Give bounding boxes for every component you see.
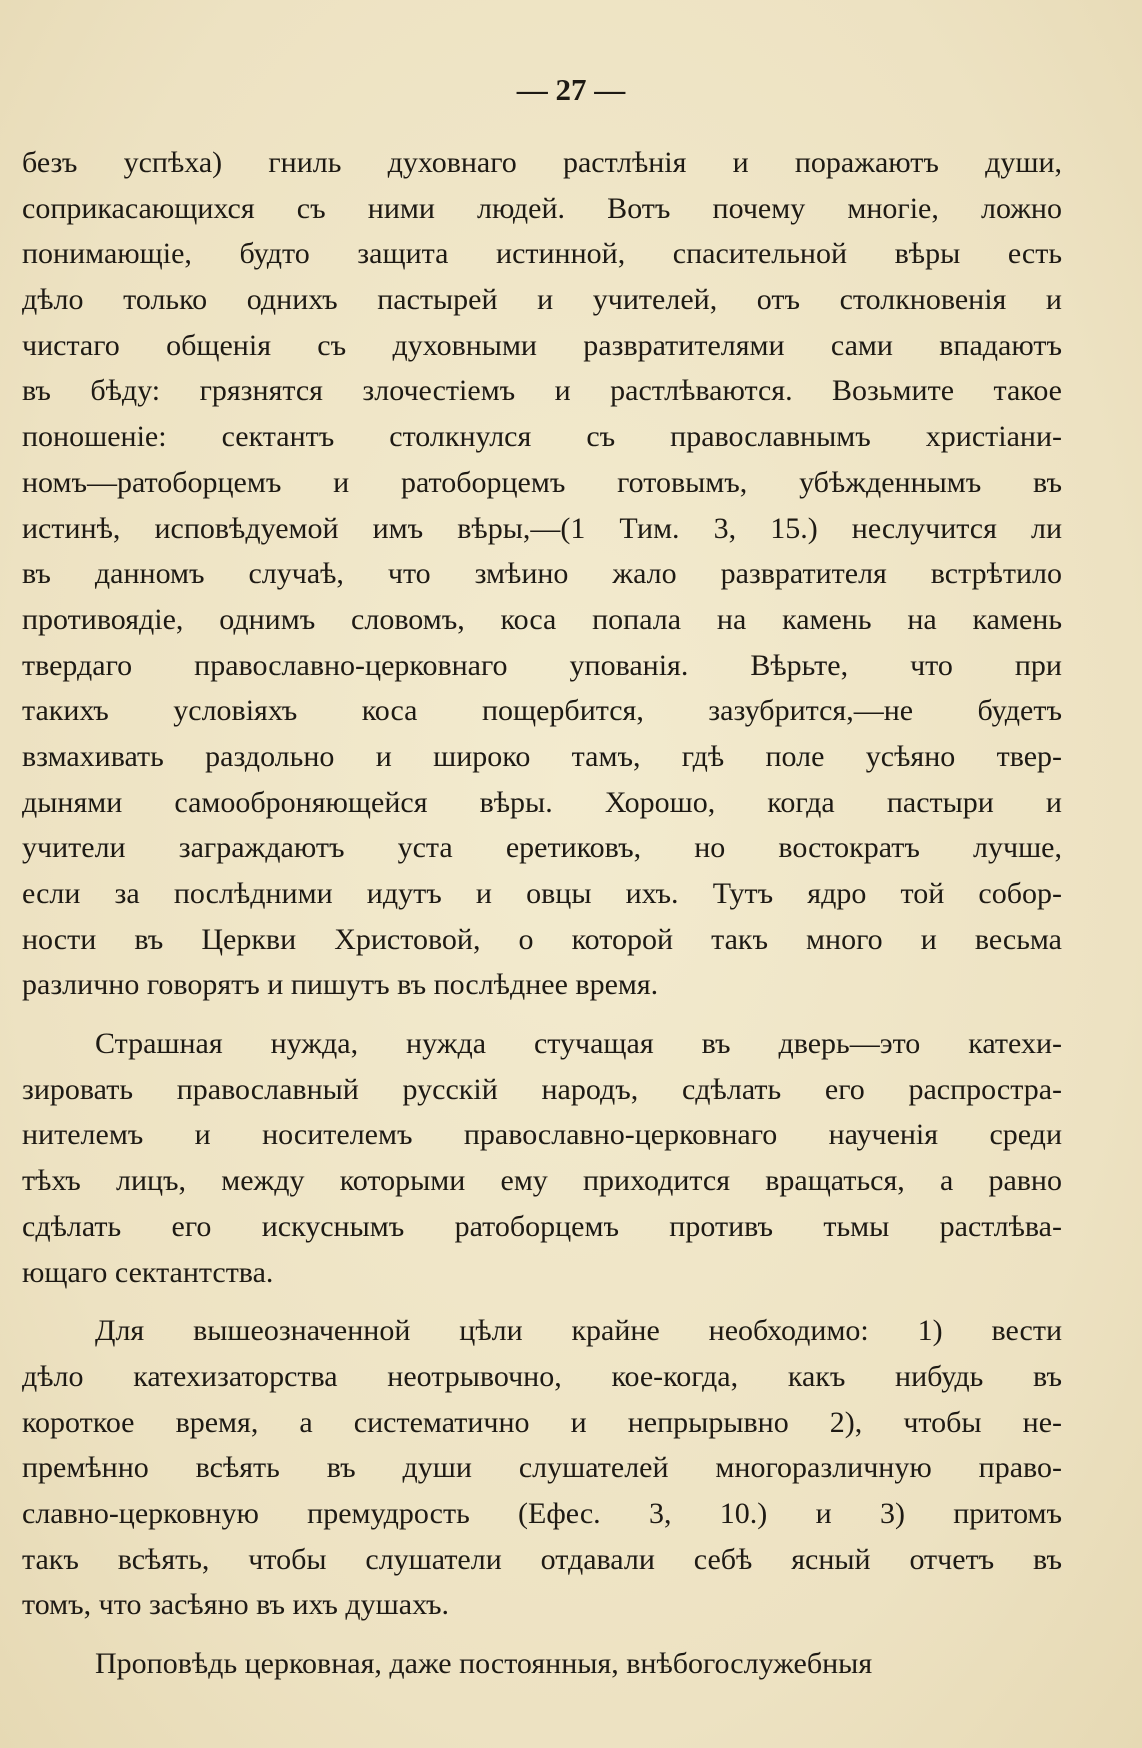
text-line: номъ—ратоборцемъ и ратоборцемъ готовымъ, убѣжденнымъ въ (22, 465, 1062, 499)
paragraph-gap (22, 1628, 1062, 1641)
text-line: дѣло только однихъ пастырей и учителей, отъ столкновенія и (22, 283, 1062, 317)
text-line: сдѣлать его искуснымъ ратоборцемъ противъ тьмы растлѣва- (22, 1209, 1062, 1243)
text-line: дѣло катехизаторства неотрывочно, кое-когда, какъ нибудь въ (22, 1359, 1062, 1393)
paragraph-gap (22, 1295, 1062, 1308)
text-line: такъ всѣять, чтобы слушатели отдавали себѣ ясный отчетъ въ (22, 1542, 1062, 1576)
text-line: взмахивать раздольно и широко тамъ, гдѣ поле усѣяно твер- (22, 739, 1062, 773)
text-line: безъ успѣха) гниль духовнаго растлѣнія и поражаютъ души, (22, 146, 1062, 179)
text-line: зировать православный русскій народъ, сдѣлать его распростра- (22, 1072, 1062, 1106)
text-line: поношеніе: сектантъ столкнулся съ православнымъ христіани- (22, 420, 1062, 454)
text-line: чистаго общенія съ духовными развратителями сами впадаютъ (22, 328, 1062, 362)
text-line: различно говорятъ и пишутъ въ послѣднее время. (22, 968, 659, 1002)
text-line: славно-церковную премудрость (Ефес. 3, 10.) и 3) притомъ (22, 1496, 1062, 1530)
text-line: противоядіе, однимъ словомъ, коса попала на камень на камень (22, 602, 1062, 636)
text-line: соприкасающихся съ ними людей. Вотъ почему многіе, ложно (22, 191, 1062, 225)
page-number: — 27 — (516, 72, 626, 107)
text-line: нителемъ и носителемъ православно-церковнаго наученія среди (22, 1118, 1062, 1152)
text-line: томъ, что засѣяно въ ихъ душахъ. (22, 1588, 449, 1622)
text-line: твердаго православно-церковнаго упованія. Вѣрьте, что при (22, 648, 1062, 682)
text-line: ющаго сектантства. (22, 1255, 274, 1289)
paragraph (22, 1308, 1062, 1628)
paragraph (22, 1021, 1062, 1295)
text-line: Страшная нужда, нужда стучащая въ дверь—это катехи- (95, 1027, 1062, 1061)
text-line: такихъ условіяхъ коса пощербится, зазубрится,—не будетъ (22, 694, 1062, 728)
body-text (22, 140, 1062, 1687)
text-line: понимающіе, будто защита истинной, спасительной вѣры есть (22, 237, 1062, 271)
text-line: дынями самооброняющейся вѣры. Хорошо, когда пастыри и (22, 785, 1062, 819)
text-line: если за послѣдними идутъ и овцы ихъ. Тутъ ядро той собор- (22, 877, 1062, 910)
paragraph (22, 1641, 1062, 1687)
text-line: учители заграждаютъ уста еретиковъ, но востократъ лучше, (22, 831, 1062, 865)
text-line: премѣнно всѣять въ души слушателей многоразличную право- (22, 1451, 1062, 1485)
text-line: тѣхъ лицъ, между которыми ему приходится вращаться, а равно (22, 1164, 1062, 1198)
text-line: истинѣ, исповѣдуемой имъ вѣры,—(1 Тим. 3, 15.) неслучится ли (22, 511, 1062, 545)
text-line: въ данномъ случаѣ, что змѣино жало развратителя встрѣтило (22, 557, 1062, 591)
text-line: Проповѣдь церковная, даже постоянныя, внѣбогослужебныя (95, 1647, 873, 1680)
text-line: Для вышеозначенной цѣли крайне необходимо: 1) вести (95, 1314, 1062, 1348)
text-line: въ бѣду: грязнятся злочестіемъ и растлѣваются. Возьмите такое (22, 374, 1062, 408)
text-line: ности въ Церкви Христовой, о которой такъ много и весьма (22, 922, 1062, 956)
text-line: короткое время, а систематично и непрырывно 2), чтобы не- (22, 1405, 1062, 1439)
paragraph (22, 140, 1062, 1008)
paragraph-gap (22, 1008, 1062, 1021)
